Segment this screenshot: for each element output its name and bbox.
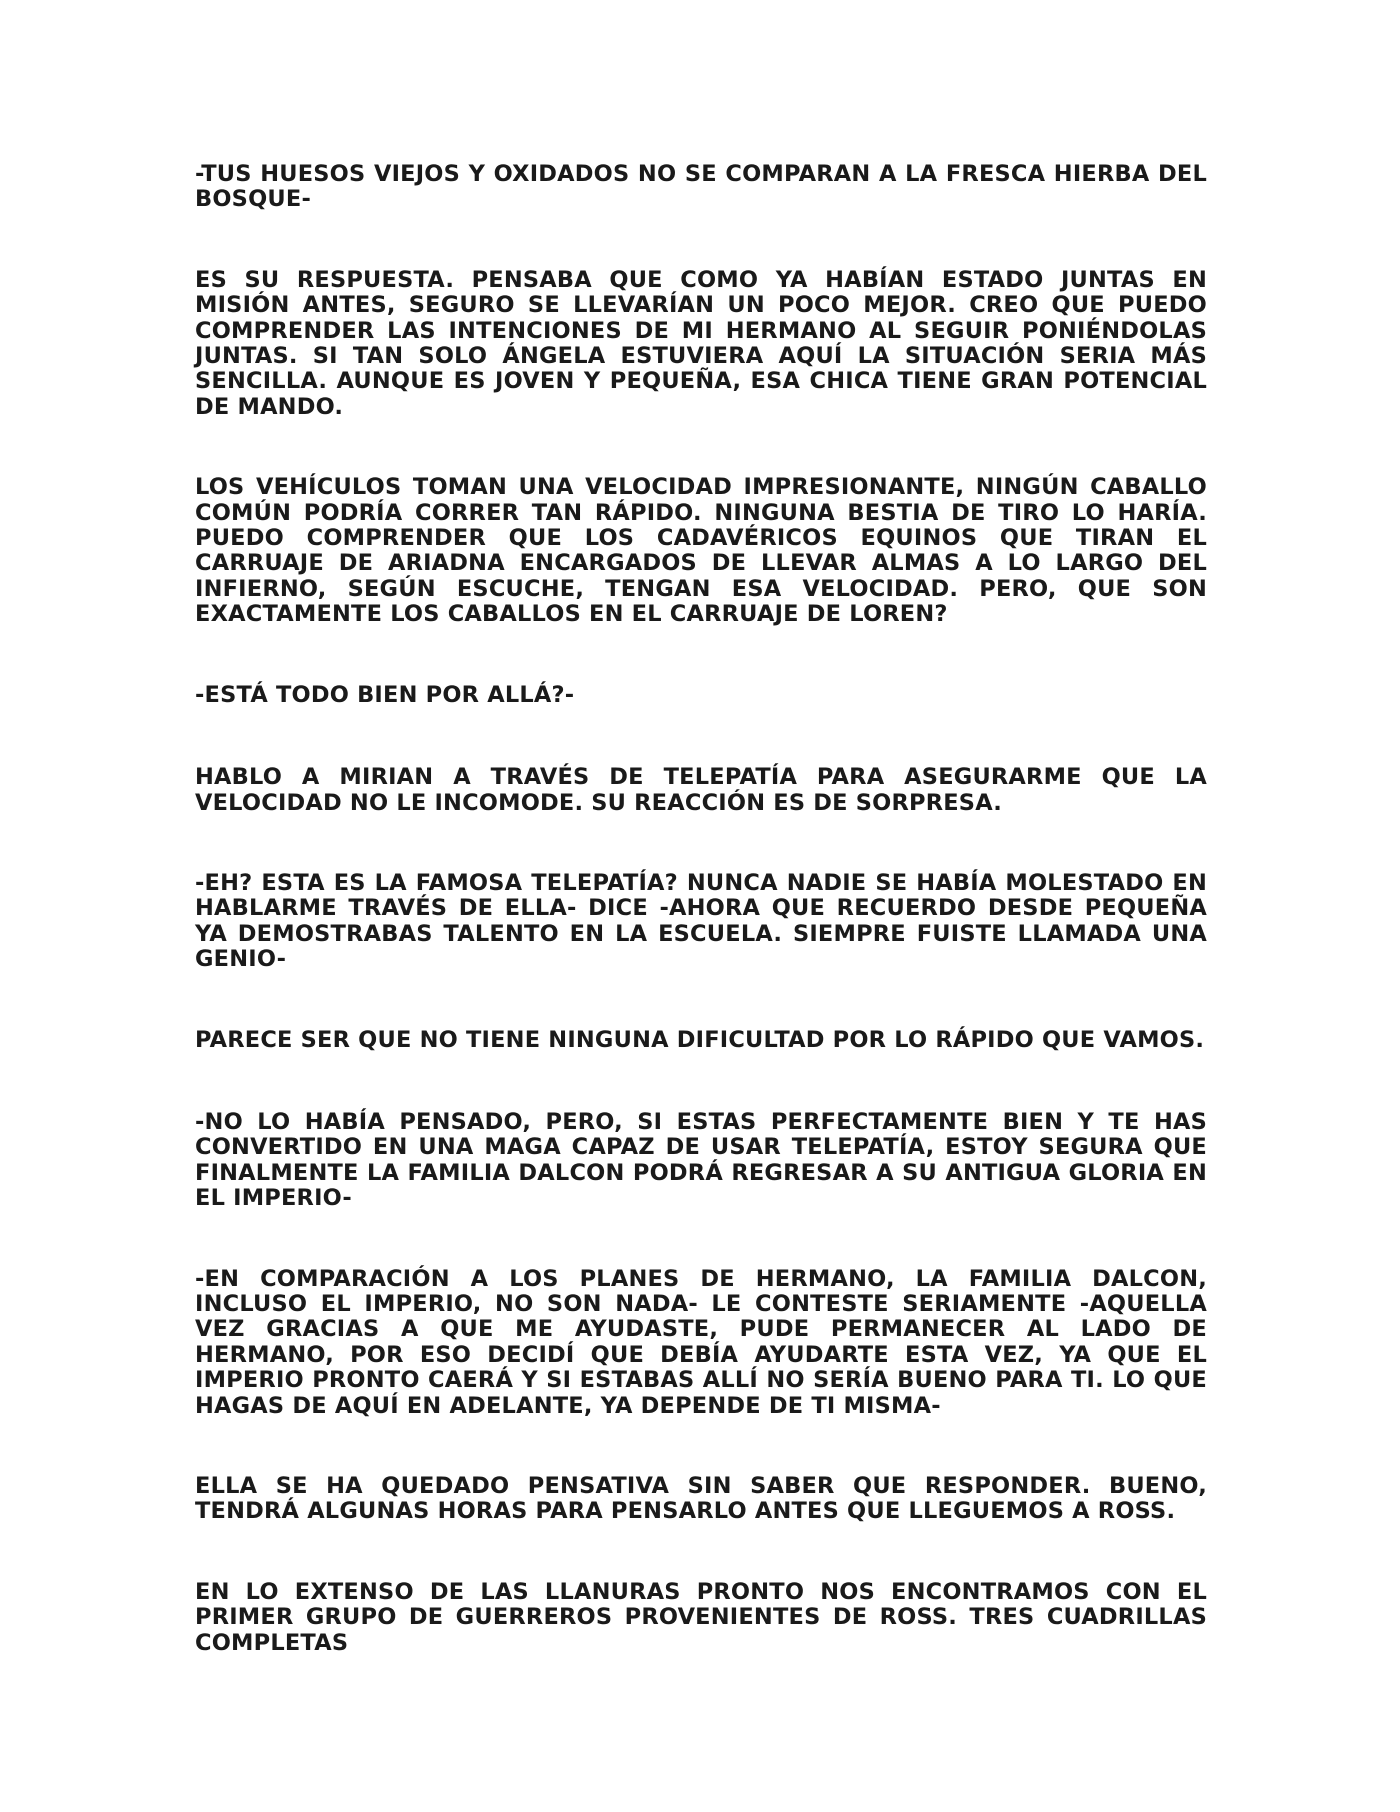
paragraph: EN LO EXTENSO DE LAS LLANURAS PRONTO NOS ENCONTRAMOS CON EL PRIMER GRUPO DE GUERREROS PROVENIENTES DE ROSS. TRES CUADRILLAS COMPLETAS	[195, 1578, 1207, 1656]
paragraph: HABLO A MIRIAN A TRAVÉS DE TELEPATÍA PARA ASEGURARME QUE LA VELOCIDAD NO LE INCOMODE. SU REACCIÓN ES DE SORPRESA.	[195, 764, 1207, 816]
paragraph: -TUS HUESOS VIEJOS Y OXIDADOS NO SE COMPARAN A LA FRESCA HIERBA DEL BOSQUE-	[195, 161, 1207, 213]
paragraph: LOS VEHÍCULOS TOMAN UNA VELOCIDAD IMPRESIONANTE, NINGÚN CABALLO COMÚN PODRÍA CORRER TAN RÁPIDO. NINGUNA BESTIA DE TIRO LO HARÍA. PUEDO COMPRENDER QUE LOS CADAVÉRICOS EQUINOS QUE TIRAN EL CARRUAJE DE ARIADNA ENCARGADOS DE LLEVAR ALMAS A LO LARGO DEL INFIERNO, SEGÚN ESCUCHE, TENGAN ESA VELOCIDAD. PERO, QUE SON EXACTAMENTE LOS CABALLOS EN EL CARRUAJE DE LOREN?	[195, 474, 1207, 628]
text-column	[195, 162, 1207, 1711]
paragraph: PARECE SER QUE NO TIENE NINGUNA DIFICULTAD POR LO RÁPIDO QUE VAMOS.	[195, 1026, 1205, 1053]
paragraph: -NO LO HABÍA PENSADO, PERO, SI ESTAS PERFECTAMENTE BIEN Y TE HAS CONVERTIDO EN UNA MAGA CAPAZ DE USAR TELEPATÍA, ESTOY SEGURA QUE FINALMENTE LA FAMILIA DALCON PODRÁ REGRESAR A SU ANTIGUA GLORIA EN EL IMPERIO-	[195, 1108, 1207, 1212]
paragraph: -EN COMPARACIÓN A LOS PLANES DE HERMANO, LA FAMILIA DALCON, INCLUSO EL IMPERIO, NO SON NADA- LE CONTESTE SERIAMENTE -AQUELLA VEZ GRACIAS A QUE ME AYUDASTE, PUDE PERMANECER AL LADO DE HERMANO, POR ESO DECIDÍ QUE DEBÍA AYUDARTE ESTA VEZ, YA QUE EL IMPERIO PRONTO CAERÁ Y SI ESTABAS ALLÍ NO SERÍA BUENO PARA TI. LO QUE HAGAS DE AQUÍ EN ADELANTE, YA DEPENDE DE TI MISMA-	[195, 1265, 1207, 1419]
paragraph: ELLA SE HA QUEDADO PENSATIVA SIN SABER QUE RESPONDER. BUENO, TENDRÁ ALGUNAS HORAS PARA PENSARLO ANTES QUE LLEGUEMOS A ROSS.	[195, 1473, 1207, 1525]
paragraph: -ESTÁ TODO BIEN POR ALLÁ?-	[195, 681, 575, 708]
paragraph: ES SU RESPUESTA. PENSABA QUE COMO YA HABÍAN ESTADO JUNTAS EN MISIÓN ANTES, SEGURO SE LLEVARÍAN UN POCO MEJOR. CREO QUE PUEDO COMPRENDER LAS INTENCIONES DE MI HERMANO AL SEGUIR PONIÉNDOLAS JUNTAS. SI TAN SOLO ÁNGELA ESTUVIERA AQUÍ LA SITUACIÓN SERIA MÁS SENCILLA. AUNQUE ES JOVEN Y PEQUEÑA, ESA CHICA TIENE GRAN POTENCIAL DE MANDO.	[195, 266, 1207, 420]
paragraph: -EH? ESTA ES LA FAMOSA TELEPATÍA? NUNCA NADIE SE HABÍA MOLESTADO EN HABLARME TRAVÉS DE ELLA- DICE -AHORA QUE RECUERDO DESDE PEQUEÑA YA DEMOSTRABAS TALENTO EN LA ESCUELA. SIEMPRE FUISTE LLAMADA UNA GENIO-	[195, 869, 1207, 973]
